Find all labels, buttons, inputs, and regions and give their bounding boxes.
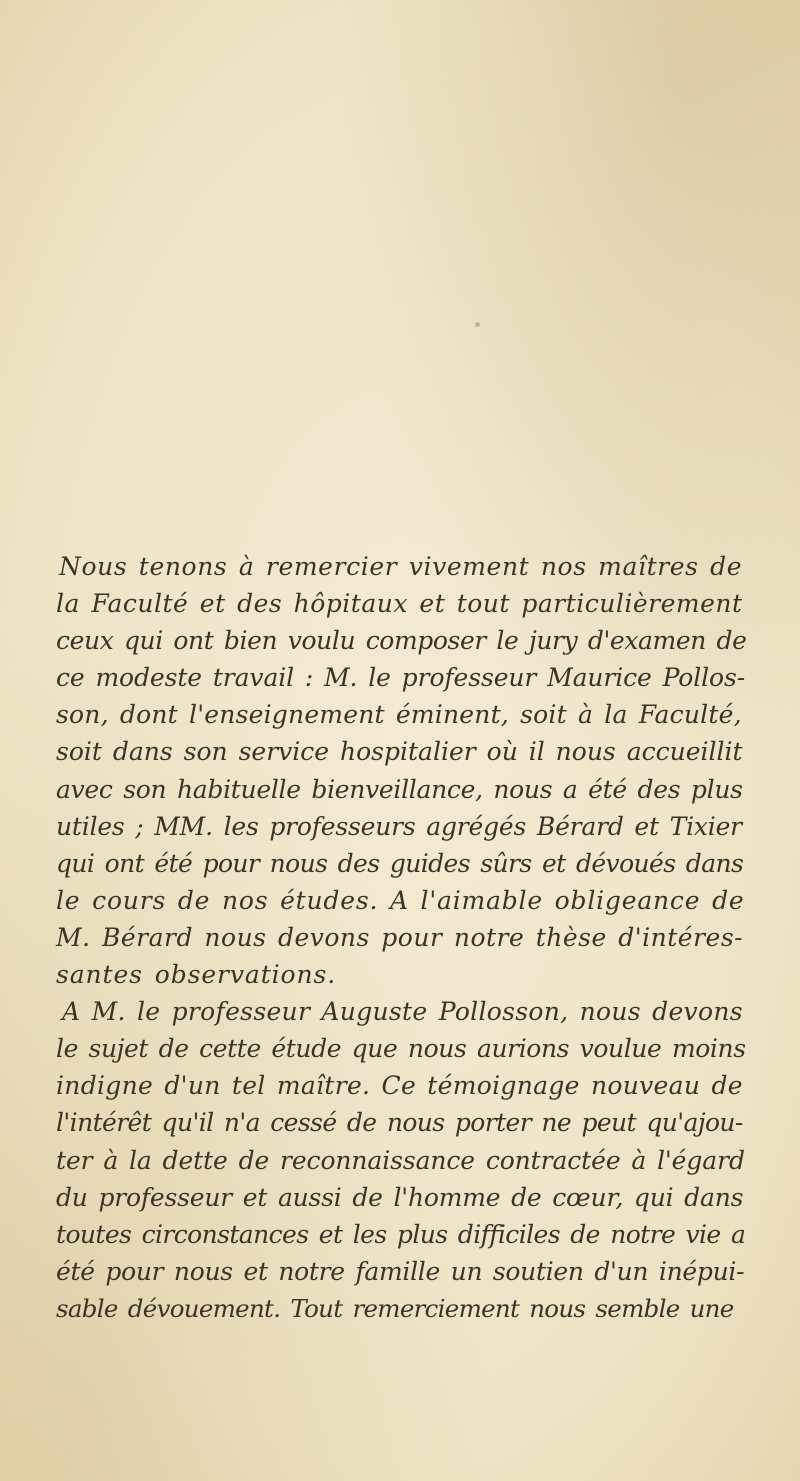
text-line: indigne d'un tel maître. Ce témoignage nouveau de: [56, 1071, 743, 1101]
text-line: utiles ; MM. les professeurs agrégés Bérard et Tixier: [56, 811, 742, 841]
acknowledgement-text: [56, 548, 746, 1327]
text-line: le cours de nos études. A l'aimable obligeance de: [56, 885, 745, 915]
text-line: du professeur et aussi de l'homme de cœur, qui dans: [56, 1182, 744, 1212]
text-line: été pour nous et notre famille un soutien d'un inépui-: [56, 1256, 745, 1286]
text-line: A M. le professeur Auguste Pollosson, nous devons: [62, 997, 743, 1027]
text-line: soit dans son service hospitalier où il nous accueillit: [56, 737, 743, 767]
text-line: Nous tenons à remercier vivement nos maîtres de: [59, 552, 743, 581]
text-line: toutes circonstances et les plus difficiles de notre vie a: [56, 1219, 746, 1249]
text-line: la Faculté et des hôpitaux et tout particulièrement: [56, 589, 743, 619]
text-line: ce modeste travail : M. le professeur Maurice Pollos-: [56, 663, 746, 693]
text-line: le sujet de cette étude que nous aurions voulue moins: [56, 1034, 746, 1064]
text-line: santes observations.: [56, 960, 337, 990]
text-line: M. Bérard nous devons pour notre thèse d'intéres-: [56, 922, 744, 952]
paper-speck: [475, 322, 480, 327]
text-line: ter à la dette de reconnaissance contractée à l'égard: [56, 1145, 745, 1175]
text-line: sable dévouement. Tout remerciement nous semble une: [56, 1293, 734, 1323]
text-line: l'intérêt qu'il n'a cessé de nous porter ne peut qu'ajou-: [56, 1108, 743, 1138]
text-line: son, dont l'enseignement éminent, soit à la Faculté,: [56, 700, 742, 730]
text-line: avec son habituelle bienveillance, nous a été des plus: [56, 774, 743, 804]
text-line: qui ont été pour nous des guides sûrs et dévoués dans: [56, 848, 744, 878]
text-line: ceux qui ont bien voulu composer le jury d'examen de: [56, 626, 747, 656]
